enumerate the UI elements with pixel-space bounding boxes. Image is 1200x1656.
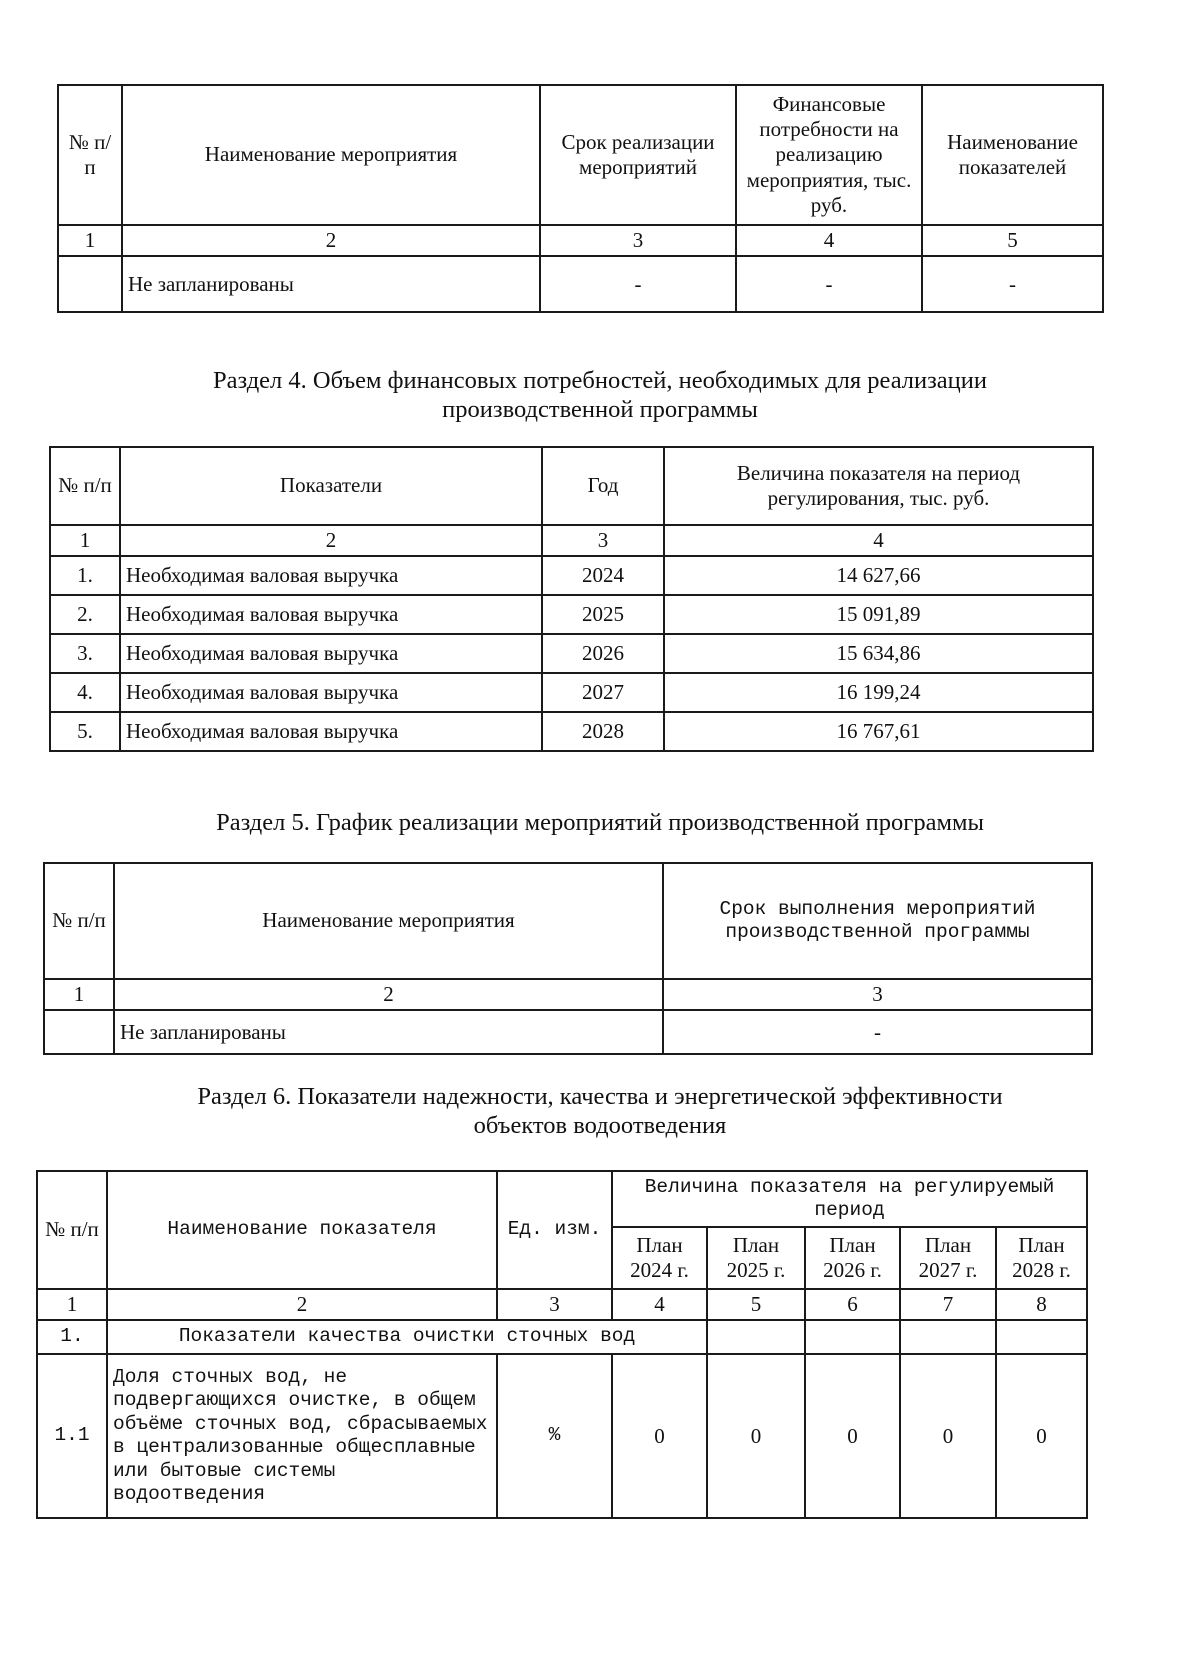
row-value: 15 091,89 <box>664 595 1093 634</box>
index-cell: 3 <box>542 525 664 556</box>
section6-title-line1: Раздел 6. Показатели надежности, качества и энергетической эффективности <box>197 1083 1003 1110</box>
row-year: 2024 <box>542 556 664 595</box>
row-year: 2025 <box>542 595 664 634</box>
header-plan-2028: План 2028 г. <box>996 1227 1087 1289</box>
index-cell: 2 <box>107 1289 497 1320</box>
section6-title-line2: объектов водоотведения <box>473 1112 727 1140</box>
group-label: Показатели качества очистки сточных вод <box>107 1320 707 1354</box>
row-num: 2. <box>50 595 120 634</box>
schedule-table <box>43 862 1093 1055</box>
row-value-2028: 0 <box>996 1354 1087 1518</box>
row-num: 3. <box>50 634 120 673</box>
row-value: 16 767,61 <box>664 712 1093 751</box>
group-empty <box>996 1320 1087 1354</box>
index-cell: 1 <box>44 979 114 1010</box>
index-cell: 4 <box>664 525 1093 556</box>
index-cell: 2 <box>122 225 540 256</box>
row-finance: - <box>736 256 922 312</box>
index-cell: 5 <box>707 1289 805 1320</box>
header-term: Срок реализации мероприятий <box>540 85 736 225</box>
index-cell: 1 <box>37 1289 107 1320</box>
measures-table <box>57 84 1104 313</box>
header-name: Наименование показателя <box>107 1171 497 1289</box>
index-cell: 1 <box>50 525 120 556</box>
row-name: Необходимая валовая выручка <box>120 712 542 751</box>
header-indicators: Показатели <box>120 447 542 525</box>
row-value: 15 634,86 <box>664 634 1093 673</box>
row-value-2025: 0 <box>707 1354 805 1518</box>
row-value: 16 199,24 <box>664 673 1093 712</box>
index-cell: 8 <box>996 1289 1087 1320</box>
header-name: Наименование мероприятия <box>114 863 663 979</box>
row-name: Не запланированы <box>122 256 540 312</box>
header-num: № п/п <box>44 863 114 979</box>
row-num <box>44 1010 114 1054</box>
row-name: Необходимая валовая выручка <box>120 595 542 634</box>
header-num: № п/п <box>58 85 122 225</box>
group-num: 1. <box>37 1320 107 1354</box>
row-name: Необходимая валовая выручка <box>120 634 542 673</box>
header-plan-2025: План 2025 г. <box>707 1227 805 1289</box>
row-name: Доля сточных вод, не подвергающихся очистке, в общем объёме сточных вод, сбрасываемых в централизованные общесплавные или бытовые системы водоотведения <box>107 1354 497 1518</box>
row-num: 5. <box>50 712 120 751</box>
index-cell: 4 <box>612 1289 707 1320</box>
row-name: Необходимая валовая выручка <box>120 556 542 595</box>
header-finance: Финансовые потребности на реализацию мероприятия, тыс. руб. <box>736 85 922 225</box>
row-name: Не запланированы <box>114 1010 663 1054</box>
row-num: 4. <box>50 673 120 712</box>
row-value-2027: 0 <box>900 1354 996 1518</box>
header-num: № п/п <box>50 447 120 525</box>
group-empty <box>805 1320 900 1354</box>
header-period: Величина показателя на регулируемый период <box>612 1171 1087 1227</box>
header-plan-2024: План 2024 г. <box>612 1227 707 1289</box>
group-empty <box>707 1320 805 1354</box>
index-cell: 2 <box>114 979 663 1010</box>
index-cell: 1 <box>58 225 122 256</box>
index-cell: 6 <box>805 1289 900 1320</box>
row-num: 1.1 <box>37 1354 107 1518</box>
header-name: Наименование мероприятия <box>122 85 540 225</box>
row-indicators: - <box>922 256 1103 312</box>
index-cell: 2 <box>120 525 542 556</box>
section6-title <box>100 1082 1100 1141</box>
row-value-2026: 0 <box>805 1354 900 1518</box>
row-year: 2028 <box>542 712 664 751</box>
finance-table <box>49 446 1094 752</box>
header-unit: Ед. изм. <box>497 1171 612 1289</box>
row-term: - <box>663 1010 1092 1054</box>
row-unit: % <box>497 1354 612 1518</box>
header-year: Год <box>542 447 664 525</box>
row-num: 1. <box>50 556 120 595</box>
row-term: - <box>540 256 736 312</box>
index-cell: 5 <box>922 225 1103 256</box>
section4-title-line1: Раздел 4. Объем финансовых потребностей, необходимых для реализации <box>212 367 988 394</box>
section4-title <box>100 366 1100 425</box>
row-name: Необходимая валовая выручка <box>120 673 542 712</box>
row-num <box>58 256 122 312</box>
index-cell: 4 <box>736 225 922 256</box>
row-value: 14 627,66 <box>664 556 1093 595</box>
row-value-2024: 0 <box>612 1354 707 1518</box>
row-year: 2026 <box>542 634 664 673</box>
index-cell: 3 <box>497 1289 612 1320</box>
header-plan-2026: План 2026 г. <box>805 1227 900 1289</box>
header-num: № п/п <box>37 1171 107 1289</box>
index-cell: 3 <box>663 979 1092 1010</box>
section4-title-line2: производственной программы <box>442 396 758 424</box>
header-value: Величина показателя на период регулирования, тыс. руб. <box>664 447 1093 525</box>
header-term: Срок выполнения мероприятий производственной программы <box>663 863 1092 979</box>
group-empty <box>900 1320 996 1354</box>
index-cell: 7 <box>900 1289 996 1320</box>
row-year: 2027 <box>542 673 664 712</box>
index-cell: 3 <box>540 225 736 256</box>
header-indicators: Наименование показателей <box>922 85 1103 225</box>
section5-title: Раздел 5. График реализации мероприятий производственной программы <box>216 809 984 836</box>
reliability-table <box>36 1170 1088 1519</box>
header-plan-2027: План 2027 г. <box>900 1227 996 1289</box>
